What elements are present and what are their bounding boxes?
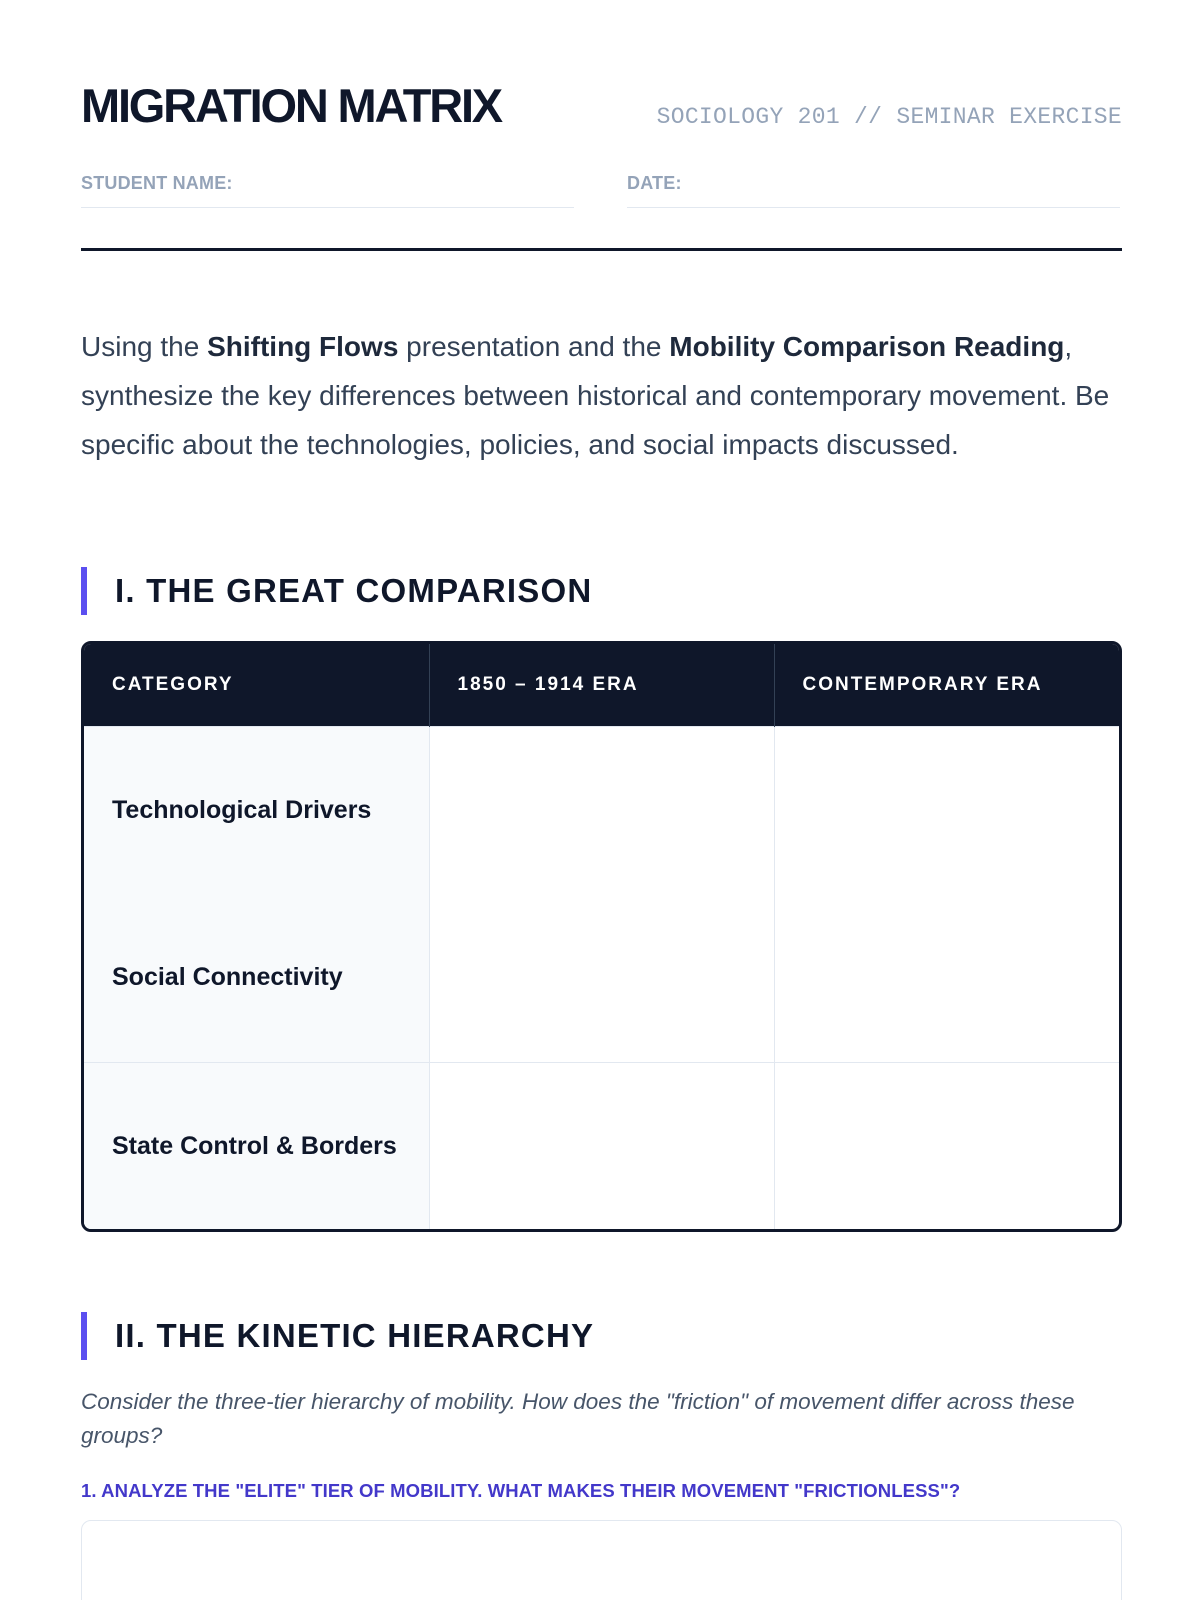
date-label: DATE: (627, 173, 682, 193)
table-row (84, 894, 1119, 1062)
student-name-field[interactable] (81, 174, 574, 208)
intro-text-3: , synthesize the key differences between historical and contemporary movement. Be specific about the technologies, policies, and social impacts discussed. (81, 331, 1110, 460)
table-header-row (84, 644, 1119, 726)
worksheet-page (81, 0, 1122, 1501)
question-label: 1. ANALYZE THE "ELITE" TIER OF MOBILITY. WHAT MAKES THEIR MOVEMENT "FRICTIONLESS"? (81, 1480, 961, 1501)
worksheet-header (81, 0, 1122, 250)
page-title: MIGRATION MATRIX (81, 79, 501, 132)
section-heading-kinetic-hierarchy: II. THE KINETIC HIERARCHY (81, 1312, 594, 1360)
intro-source-reading: Mobility Comparison Reading (669, 331, 1065, 362)
row-category-technological-drivers: Technological Drivers (84, 726, 429, 894)
intro-instructions (81, 322, 1122, 469)
answer-cell-contemporary[interactable] (774, 726, 1119, 894)
row-category-state-control: State Control & Borders (84, 1062, 429, 1230)
section-heading-comparison: I. THE GREAT COMPARISON (81, 567, 592, 615)
intro-source-presentation: Shifting Flows (207, 331, 399, 362)
answer-cell-historical[interactable] (429, 894, 774, 1062)
column-header-category: CATEGORY (84, 644, 429, 726)
table-row (84, 726, 1119, 894)
row-category-social-connectivity: Social Connectivity (84, 894, 429, 1062)
answer-cell-historical[interactable] (429, 1062, 774, 1230)
answer-cell-contemporary[interactable] (774, 1062, 1119, 1230)
course-label: SOCIOLOGY 201 // SEMINAR EXERCISE (656, 104, 1122, 130)
column-header-historical-era: 1850 – 1914 ERA (429, 644, 774, 726)
intro-text-2: presentation and the (398, 331, 670, 362)
student-name-label: STUDENT NAME: (81, 173, 233, 193)
column-header-contemporary-era: CONTEMPORARY ERA (774, 644, 1119, 726)
answer-cell-historical[interactable] (429, 726, 774, 894)
table-row (84, 1062, 1119, 1230)
section-prompt: Consider the three-tier hierarchy of mobility. How does the "friction" of movement differ across these groups? (81, 1389, 1075, 1448)
intro-text-1: Using the (81, 331, 208, 362)
answer-cell-contemporary[interactable] (774, 894, 1119, 1062)
answer-textbox[interactable] (81, 1520, 1122, 1600)
date-field[interactable] (627, 174, 1120, 208)
comparison-table (81, 641, 1122, 1232)
header-divider (81, 248, 1122, 251)
